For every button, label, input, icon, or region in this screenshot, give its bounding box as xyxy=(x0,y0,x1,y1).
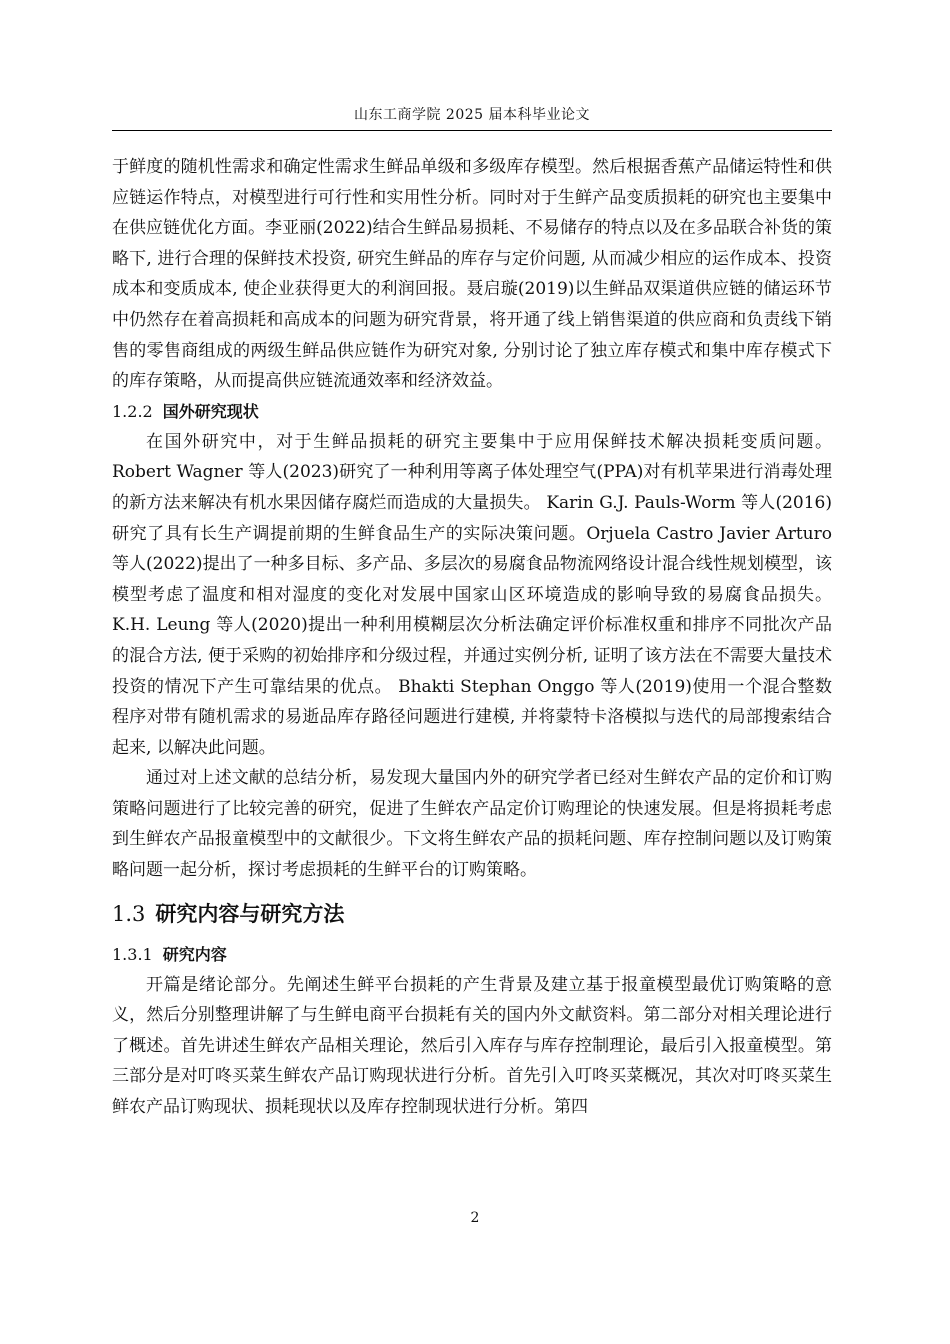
heading-title: 国外研究现状 xyxy=(162,401,259,421)
heading-title: 研究内容 xyxy=(162,944,227,964)
heading-1-2-2 xyxy=(112,397,832,427)
paragraph-research-content: 开篇是绪论部分。先阐述生鲜平台损耗的产生背景及建立基于报童模型最优订购策略的意义，然后分别整理讲解了与生鲜电商平台损耗有关的国内外文献资料。第二部分对相关理论进行了概述。首先讲述生鲜农产品相关理论，然后引入库存与库存控制理论，最后引入报童模型。第三部分是对叮咚买菜生鲜农产品订购现状进行分析。首先引入叮咚买菜概况，其次对叮咚买菜生鲜农产品订购现状、损耗现状以及库存控制现状进行分析。第四 xyxy=(112,974,832,1118)
page-body xyxy=(112,152,832,1123)
heading-number: 1.3 xyxy=(112,901,146,926)
heading-1-3-1 xyxy=(112,940,832,970)
heading-1-3 xyxy=(112,896,832,932)
paragraph-continuation: 于鲜度的随机性需求和确定性需求生鲜品单级和多级库存模型。然后根据香蕉产品储运特性和供应链运作特点，对模型进行可行性和实用性分析。同时对于生鲜产品变质损耗的研究也主要集中在供应链优化方面。李亚丽(2022)结合生鲜品易损耗、不易储存的特点以及在多品联合补货的策略下, 进行合理的保鲜技术投资, 研究生鲜品的库存与定价问题, 从而减少相应的运作成本、投资成本和变质成本, 使企业获得更大的利润回报。聂启璇(2019)以生鲜品双渠道供应链的储运环节中仍然存在着高损耗和高成本的问题为研究背景，将开通了线上销售渠道的供应商和负责线下销售的零售商组成的两级生鲜品供应链作为研究对象, 分别讨论了独立库存模式和集中库存模式下的库存策略，从而提高供应链流通效率和经济效益。 xyxy=(112,157,832,392)
heading-number: 1.3.1 xyxy=(112,944,153,964)
running-header: 山东工商学院 2025 届本科毕业论文 xyxy=(353,107,591,123)
page-number: 2 xyxy=(470,1210,480,1226)
paragraph-foreign-research: 在国外研究中，对于生鲜品损耗的研究主要集中于应用保鲜技术解决损耗变质问题。Robert Wagner 等人(2023)研究了一种利用等离子体处理空气(PPA)对有机苹果进行消毒处理的新方法来解决有机水果因储存腐烂而造成的大量损失。 Karin G.J. Pauls-Worm 等人(2016)研究了具有长生产调提前期的生鲜食品生产的实际决策问题。Orjuela Castro Javier Arturo 等人(2022)提出了一种多目标、多产品、多层次的易腐食品物流网络设计混合线性规划模型，该模型考虑了温度和相对湿度的变化对发展中国家山区环境造成的影响导致的易腐食品损失。 K.H. Leung 等人(2020)提出一种利用模糊层次分析法确定评价标准权重和排序不同批次产品的混合方法, 便于采购的初始排序和分级过程，并通过实例分析, 证明了该方法在不需要大量技术投资的情况下产生可靠结果的优点。 Bhakti Stephan Onggo 等人(2019)使用一个混合整数程序对带有随机需求的易逝品库存路径问题进行建模, 并将蒙特卡洛模拟与迭代的局部搜索结合起来, 以解决此问题。 xyxy=(112,431,832,758)
heading-number: 1.2.2 xyxy=(112,401,153,421)
paragraph-summary: 通过对上述文献的总结分析，易发现大量国内外的研究学者已经对生鲜农产品的定价和订购策略问题进行了比较完善的研究，促进了生鲜农产品定价订购理论的快速发展。但是将损耗考虑到生鲜农产品报童模型中的文献很少。下文将生鲜农产品的损耗问题、库存控制问题以及订购策略问题一起分析，探讨考虑损耗的生鲜平台的订购策略。 xyxy=(112,768,832,881)
heading-title: 研究内容与研究方法 xyxy=(155,900,345,926)
header-rule xyxy=(112,130,832,131)
